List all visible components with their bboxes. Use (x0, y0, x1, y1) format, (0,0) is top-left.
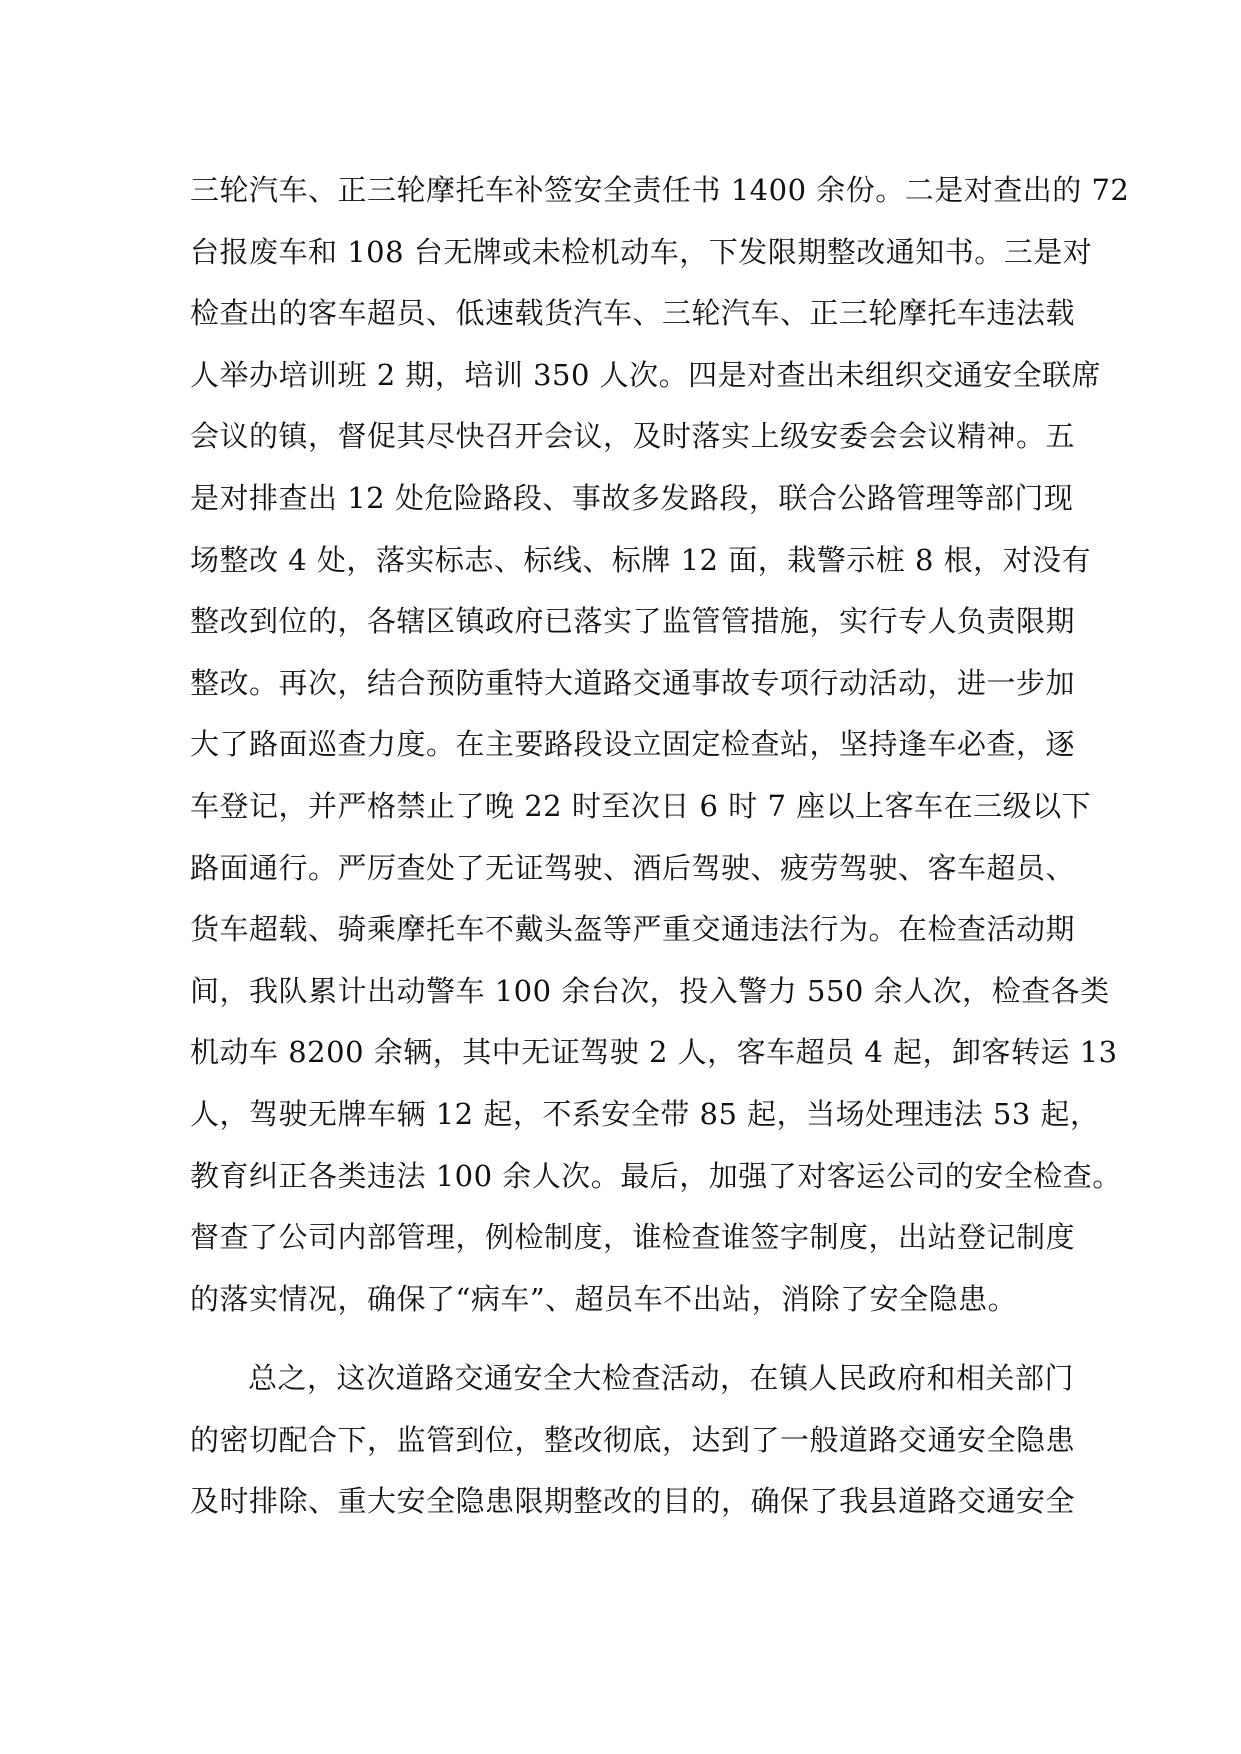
text-line: 教育纠正各类违法 100 余人次。最后，加强了对客运公司的安全检查。 (190, 1158, 1122, 1193)
text-line: 总之，这次道路交通安全大检查活动，在镇人民政府和相关部门 (248, 1361, 1075, 1396)
text-line: 及时排除、重大安全隐患限期整改的目的，确保了我县道路交通安全 (190, 1484, 1076, 1519)
text-line: 大了路面巡查力度。在主要路段设立固定检查站，坚持逢车必查，逐 (190, 727, 1076, 762)
text-line: 会议的镇，督促其尽快召开会议，及时落实上级安委会会议精神。五 (190, 419, 1076, 454)
text-line: 检查出的客车超员、低速载货汽车、三轮汽车、正三轮摩托车违法载 (190, 296, 1076, 331)
text-line: 的密切配合下，监管到位，整改彻底，达到了一般道路交通安全隐患 (190, 1422, 1076, 1457)
text-line: 车登记，并严格禁止了晚 22 时至次日 6 时 7 座以上客车在三级以下 (190, 788, 1092, 823)
text-line: 货车超载、骑乘摩托车不戴头盔等严重交通违法行为。在检查活动期 (190, 912, 1076, 947)
paragraph-1 (190, 160, 1130, 1330)
text-line: 督查了公司内部管理，例检制度，谁检查谁签字制度，出站登记制度 (190, 1220, 1076, 1255)
text-line: 是对排查出 12 处危险路段、事故多发路段，联合公路管理等部门现 (190, 480, 1074, 515)
text-line: 人举办培训班 2 期，培训 350 人次。四是对查出未组织交通安全联席 (190, 357, 1102, 392)
text-line: 场整改 4 处，落实标志、标线、标牌 12 面，栽警示桩 8 根，对没有 (190, 542, 1092, 577)
text-line: 整改到位的，各辖区镇政府已落实了监管管措施，实行专人负责限期 (190, 604, 1076, 639)
text-line: 机动车 8200 余辆，其中无证驾驶 2 人，客车超员 4 起，卸客转运 13 (190, 1035, 1118, 1070)
paragraph-gap (190, 1330, 1060, 1348)
body-text (190, 160, 1130, 1533)
text-line: 人，驾驶无牌车辆 12 起，不系安全带 85 起，当场处理违法 53 起， (190, 1096, 1100, 1131)
text-line: 的落实情况，确保了“病车”、超员车不出站，消除了安全隐患。 (190, 1281, 1018, 1316)
text-line: 台报废车和 108 台无牌或未检机动车，下发限期整改通知书。三是对 (190, 234, 1093, 269)
text-line: 间，我队累计出动警车 100 余台次，投入警力 550 余人次，检查各类 (190, 973, 1110, 1008)
text-line: 整改。再次，结合预防重特大道路交通事故专项行动活动，进一步加 (190, 665, 1076, 700)
text-line: 三轮汽车、正三轮摩托车补签安全责任书 1400 余份。二是对查出的 72 (190, 173, 1130, 207)
text-line: 路面通行。严厉查处了无证驾驶、酒后驾驶、疲劳驾驶、客车超员、 (190, 850, 1076, 885)
paragraph-2 (190, 1348, 1076, 1533)
